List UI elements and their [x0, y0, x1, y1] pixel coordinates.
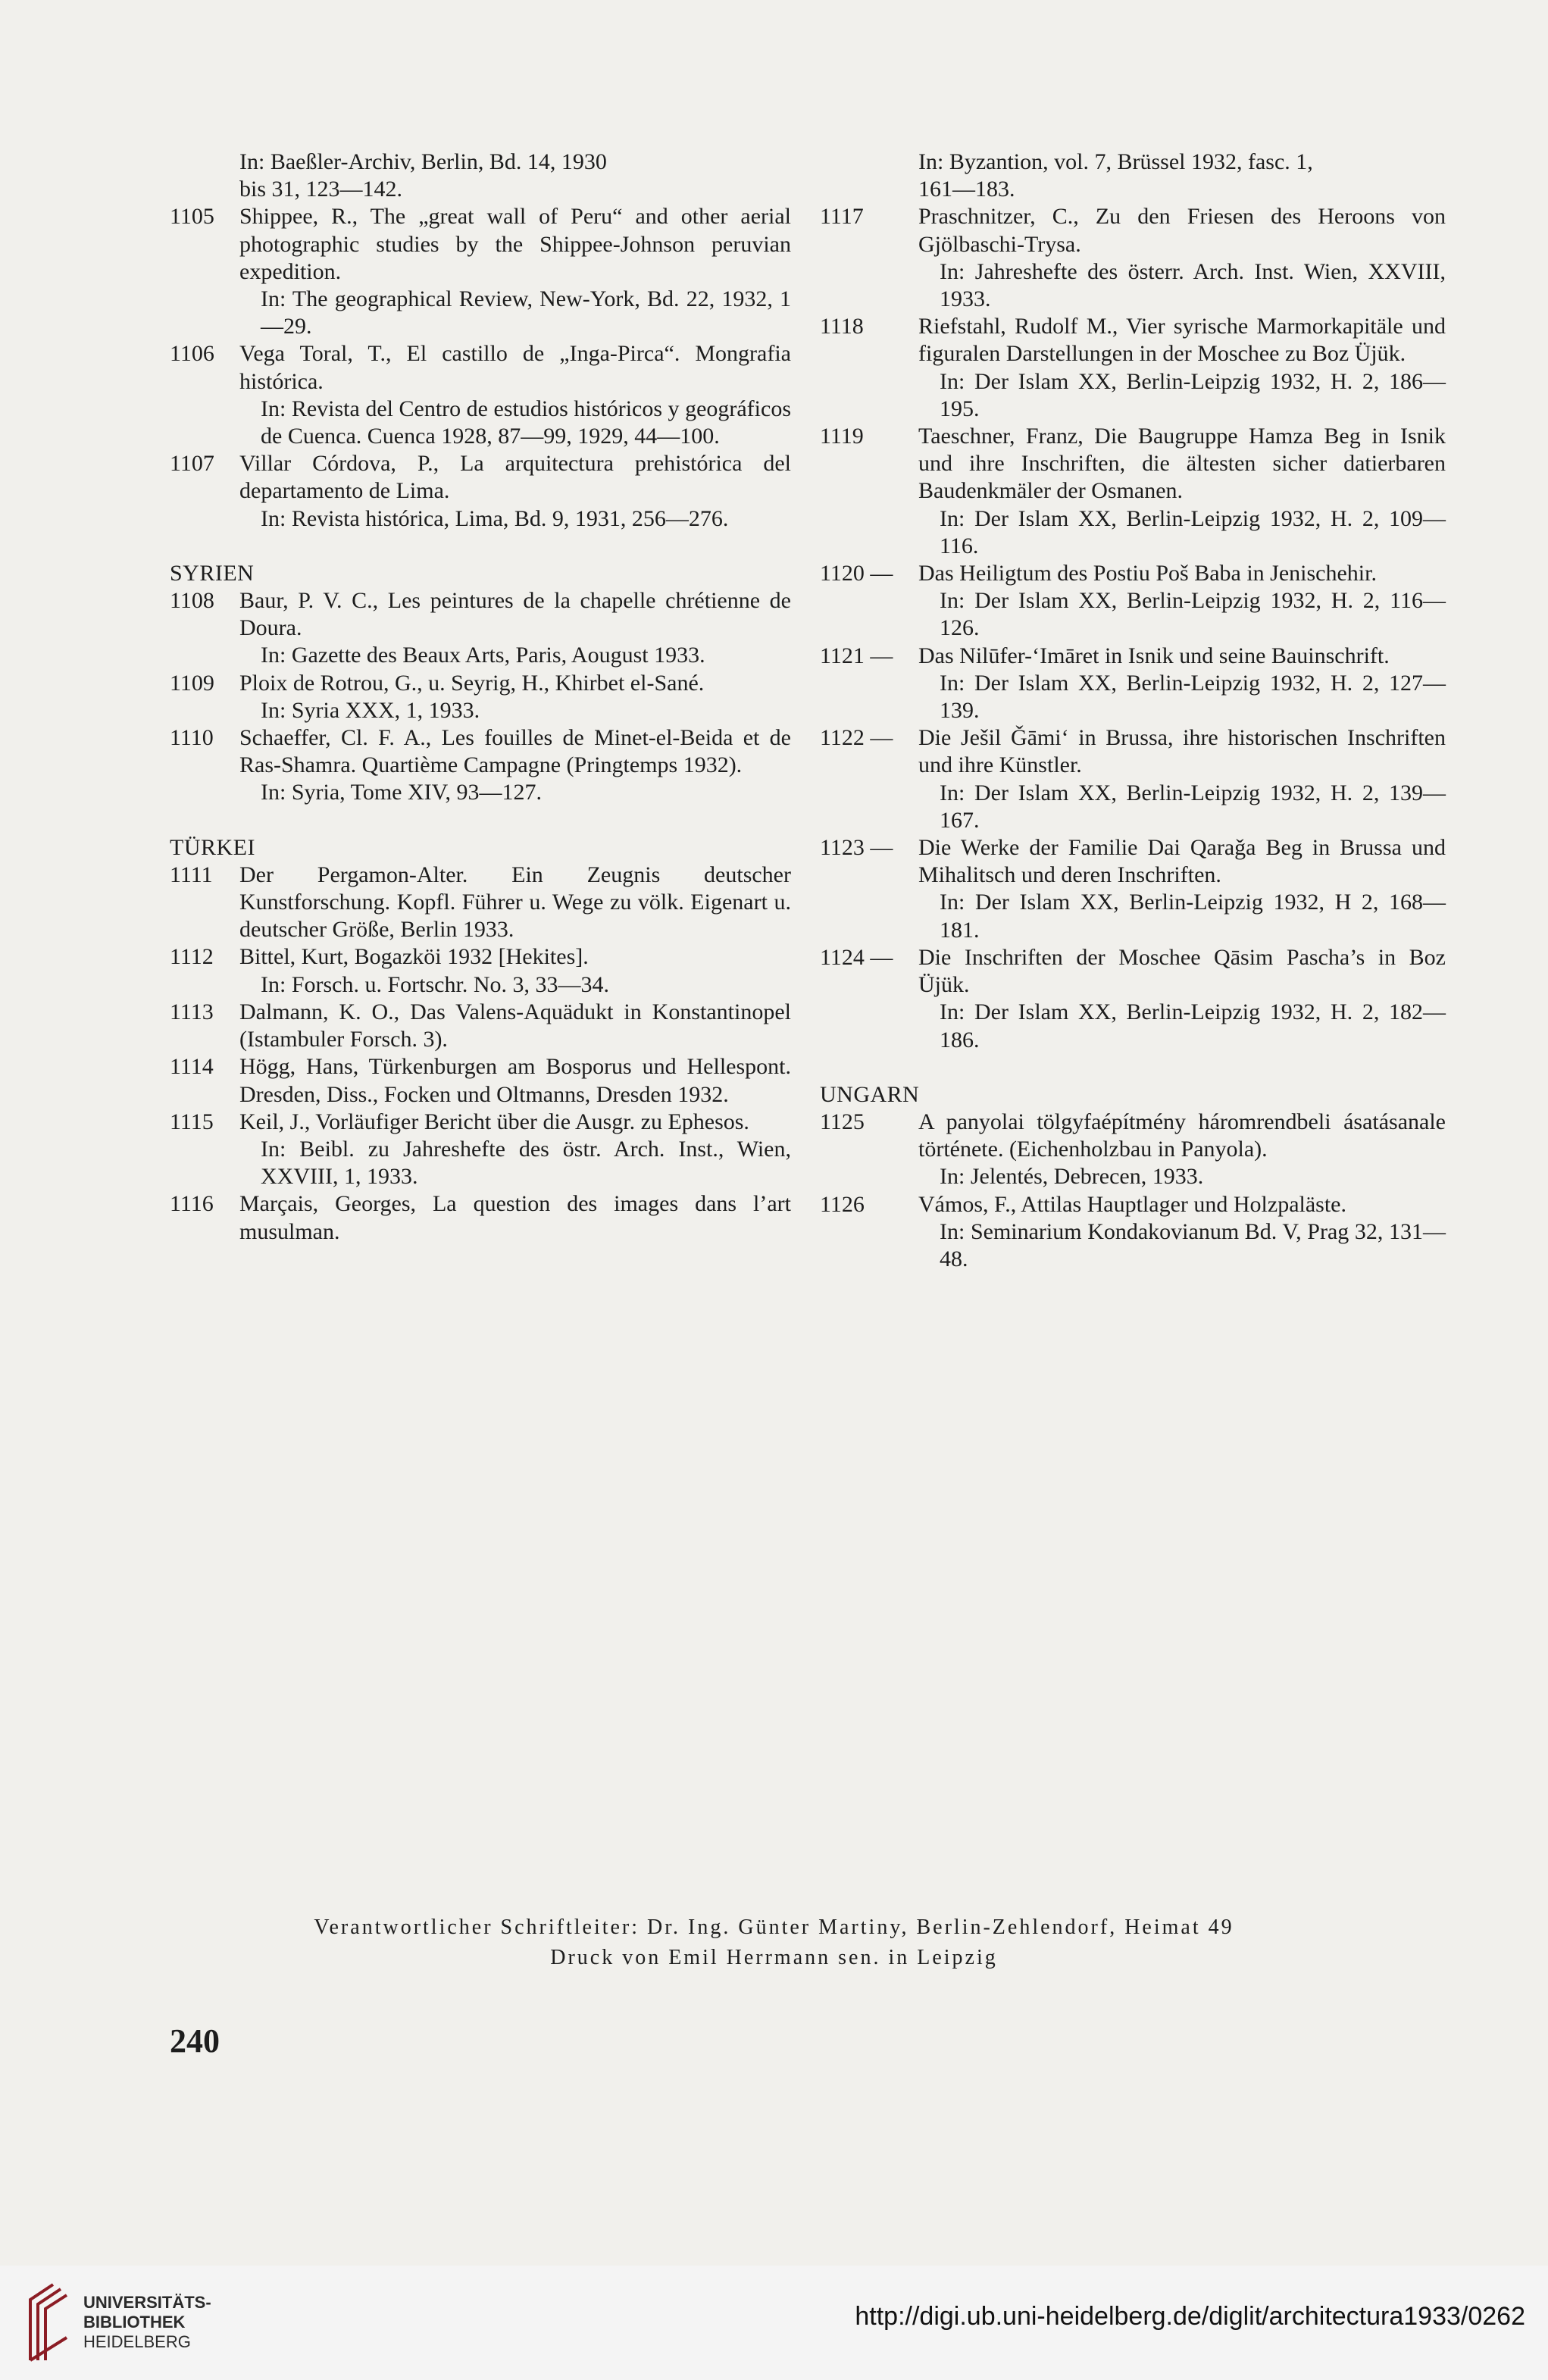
entry-source: In: Der Islam XX, Berlin-Leipzig 1932, H 2, 168—181. [940, 890, 1446, 943]
entry-number: 1118 [820, 314, 864, 339]
left-column [170, 149, 791, 1246]
entry-number: 1115 [170, 1109, 214, 1134]
entry-title: Vega Toral, T., El castillo de „Inga-Pirca“. Mongrafia histórica. [239, 341, 791, 394]
library-name-line3: HEIDELBERG [83, 2332, 191, 2351]
entry-source: In: Jelentés, Debrecen, 1933. [940, 1164, 1204, 1190]
continued-reference-line: 161—183. [918, 177, 1015, 202]
entry-number: 1112 [170, 944, 214, 970]
entry-number: 1117 [820, 204, 864, 230]
continued-reference-line: In: Baeßler-Archiv, Berlin, Bd. 14, 1930 [239, 149, 607, 174]
section-heading: UNGARN [820, 1081, 920, 1107]
entry-title: Die Inschriften der Moschee Qāsim Pascha’s in Boz Üjük. [918, 944, 1446, 998]
entry-source: In: Forsch. u. Fortschr. No. 3, 33—34. [261, 971, 609, 997]
entry-number: 1121 — [820, 643, 893, 668]
entry-number: 1107 [170, 451, 214, 477]
bibliography-entry [820, 1109, 1446, 1191]
bibliography-entry [170, 1109, 791, 1191]
footer-editor-line: Verantwortlicher Schriftleiter: Dr. Ing. Günter Martiny, Berlin-Zehlendorf, Heimat 49 [314, 1916, 1234, 1939]
entry-title: Das Nilūfer-‘Imāret in Isnik und seine Bauinschrift. [918, 643, 1390, 668]
entry-title: Baur, P. V. C., Les peintures de la chapelle chrétienne de Doura. [239, 588, 791, 641]
entry-number: 1111 [170, 862, 213, 887]
entry-number: 1116 [170, 1191, 214, 1217]
entry-number: 1120 — [820, 561, 893, 586]
section-heading: TÜRKEI [170, 834, 255, 860]
continued-reference-line: bis 31, 123—142. [239, 177, 403, 202]
bibliography-entry [820, 423, 1446, 560]
library-name-line1: UNIVERSITÄTS- [83, 2293, 211, 2312]
bibliography-entry [820, 203, 1446, 313]
library-name-line2: BIBLIOTHEK [83, 2313, 186, 2332]
entry-number: 1113 [170, 999, 214, 1024]
entry-source: In: Syria, Tome XIV, 93—127. [261, 780, 542, 805]
entry-source: In: Jahreshefte des österr. Arch. Inst. Wien, XXVIII, 1933. [940, 258, 1446, 312]
bibliography-entry [170, 862, 791, 944]
bibliography-entry [170, 999, 791, 1053]
library-logo-icon [23, 2277, 71, 2368]
entry-title: A panyolai tölgyfaépítmény háromrendbeli ásatásanale története. (Eichenholzbau in Panyola). [918, 1109, 1446, 1162]
entry-title: Dalmann, K. O., Das Valens-Aquädukt in Konstantinopel (Istambuler Forsch. 3). [239, 999, 791, 1052]
library-name [83, 2293, 211, 2352]
page-number: 240 [170, 2022, 220, 2059]
entry-title: Die Werke der Familie Dai Qaraǧa Beg in Brussa und Mihalitsch und deren Inschriften. [918, 835, 1446, 888]
entry-title: Der Pergamon-Alter. Ein Zeugnis deutscher Kunstforschung. Kopfl. Führer u. Wege zu völk. Eigenart u. deutscher Größe, Berlin 1933. [239, 862, 791, 943]
footer-printer-line: Druck von Emil Herrmann sen. in Leipzig [550, 1946, 998, 1969]
continued-reference-line: In: Byzantion, vol. 7, Brüssel 1932, fasc. 1, [918, 149, 1313, 174]
entry-source: In: Der Islam XX, Berlin-Leipzig 1932, H. 2, 139—167. [940, 780, 1446, 833]
entry-source: In: Der Islam XX, Berlin-Leipzig 1932, H. 2, 116—126. [940, 588, 1446, 641]
entry-number: 1123 — [820, 835, 893, 861]
entry-source: In: Beibl. zu Jahreshefte des östr. Arch. Inst., Wien, XXVIII, 1, 1933. [261, 1136, 791, 1190]
bibliography-entry [820, 313, 1446, 423]
bibliography-entry [820, 1191, 1446, 1274]
entry-title: Marçais, Georges, La question des images dans l’art musulman. [239, 1191, 791, 1244]
source-url-link[interactable]: http://digi.ub.uni-heidelberg.de/diglit/architectura1933/0262 [855, 2302, 1525, 2331]
entry-title: Villar Córdova, P., La arquitectura prehistórica del departamento de Lima. [239, 451, 791, 504]
entry-title: Ploix de Rotrou, G., u. Seyrig, H., Khirbet el-Sané. [239, 670, 705, 696]
entry-number: 1124 — [820, 944, 893, 970]
bibliography-entry [170, 670, 791, 724]
entry-number: 1122 — [820, 725, 893, 751]
entry-source: In: Syria XXX, 1, 1933. [261, 697, 480, 723]
entry-title: Högg, Hans, Türkenburgen am Bosporus und Hellespont. Dresden, Diss., Focken und Oltmanns, Dresden 1932. [239, 1054, 791, 1107]
entry-number: 1114 [170, 1054, 214, 1080]
bibliography-entry [170, 587, 791, 670]
entry-source: In: Der Islam XX, Berlin-Leipzig 1932, H. 2, 182—186. [940, 999, 1446, 1052]
bibliography-entry [170, 1190, 791, 1245]
section-heading: SYRIEN [170, 560, 255, 586]
entry-source: In: The geographical Review, New-York, Bd. 22, 1932, 1—29. [261, 286, 791, 339]
entry-source: In: Gazette des Beaux Arts, Paris, Aougust 1933. [261, 643, 705, 668]
entry-title: Shippee, R., The „great wall of Peru“ and other aerial photographic studies by the Shippee-Johnson peruvian expedition. [239, 204, 791, 284]
entry-source: In: Der Islam XX, Berlin-Leipzig 1932, H. 2, 127—139. [940, 670, 1446, 724]
bibliography-entry [820, 643, 1446, 725]
entry-number: 1109 [170, 670, 214, 696]
entry-number: 1106 [170, 341, 214, 367]
entry-number: 1110 [170, 725, 214, 751]
entry-title: Die Ješil Ǧāmi‘ in Brussa, ihre historischen Inschriften und ihre Künstler. [918, 725, 1446, 778]
entry-source: In: Der Islam XX, Berlin-Leipzig 1932, H. 2, 186—195. [940, 368, 1446, 421]
entry-title: Riefstahl, Rudolf M., Vier syrische Marmorkapitäle und figuralen Darstellungen in der Moschee zu Boz Üjük. [918, 314, 1446, 367]
entry-number: 1105 [170, 204, 214, 230]
entry-title: Taeschner, Franz, Die Baugruppe Hamza Beg in Isnik und ihre Inschriften, die ältesten sicher datierbaren Baudenkmäler der Osmanen. [918, 424, 1446, 504]
entry-title: Bittel, Kurt, Bogazköi 1932 [Hekites]. [239, 944, 589, 970]
entry-title: Vámos, F., Attilas Hauptlager und Holzpaläste. [918, 1191, 1346, 1217]
bibliography-entry [170, 450, 791, 533]
entry-number: 1108 [170, 588, 214, 614]
bibliography-entry [820, 724, 1446, 834]
entry-number: 1126 [820, 1191, 865, 1217]
entry-title: Keil, J., Vorläufiger Bericht über die Ausgr. zu Ephesos. [239, 1109, 749, 1134]
entry-number: 1119 [820, 424, 864, 449]
entry-title: Das Heiligtum des Postiu Poš Baba in Jenischehir. [918, 561, 1377, 586]
bibliography-entry [820, 560, 1446, 643]
right-column [820, 149, 1446, 1273]
bibliography-entry [170, 724, 791, 807]
entry-title: Praschnitzer, C., Zu den Friesen des Heroons von Gjölbaschi-Trysa. [918, 204, 1446, 257]
bibliography-entry [820, 834, 1446, 944]
entry-source: In: Revista histórica, Lima, Bd. 9, 1931, 256—276. [261, 505, 729, 531]
bibliography-entry [170, 203, 791, 340]
bibliography-entry [170, 943, 791, 998]
entry-source: In: Der Islam XX, Berlin-Leipzig 1932, H. 2, 109—116. [940, 505, 1446, 558]
bibliography-entry [820, 944, 1446, 1054]
entry-title: Schaeffer, Cl. F. A., Les fouilles de Minet-el-Beida et de Ras-Shamra. Quartième Campagne (Pringtemps 1932). [239, 725, 791, 778]
bibliography-entry [170, 1053, 791, 1108]
entry-number: 1125 [820, 1109, 865, 1134]
bibliography-entry [170, 340, 791, 450]
entry-source: In: Seminarium Kondakovianum Bd. V, Prag 32, 131—48. [940, 1218, 1446, 1271]
entry-source: In: Revista del Centro de estudios históricos y geográficos de Cuenca. Cuenca 1928, 87—99, 1929, 44—100. [261, 396, 791, 449]
